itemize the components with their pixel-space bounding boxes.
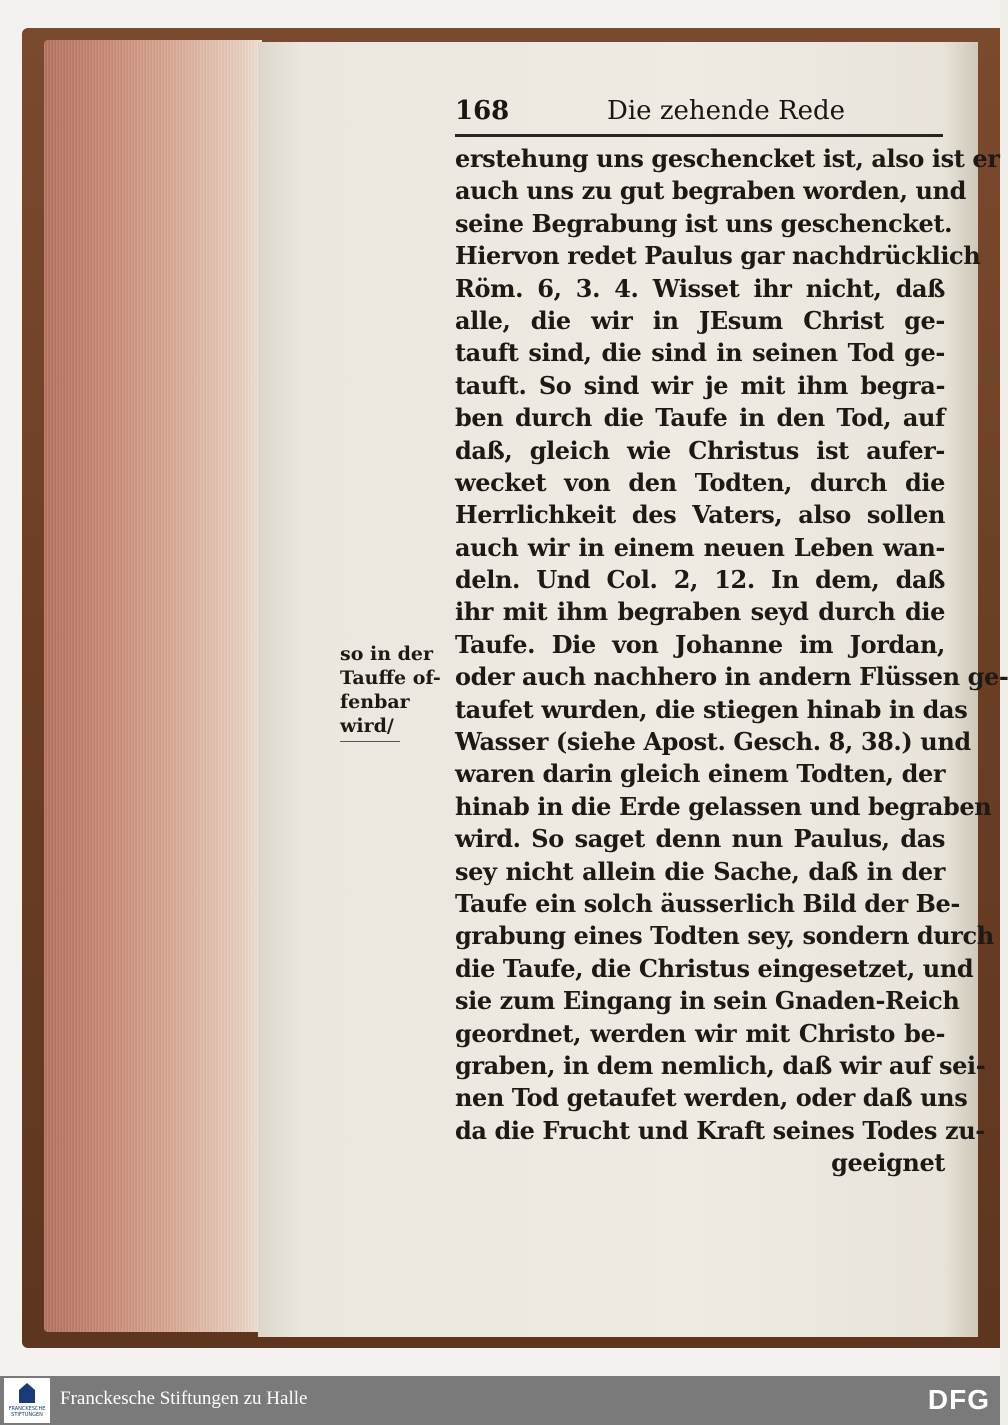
logo-text-line: FRANCKESCHE bbox=[8, 1406, 46, 1412]
text-line: grabung eines Todten sey, sondern durch bbox=[455, 921, 994, 951]
text-line: ihr mit ihm begraben seyd durch die bbox=[455, 597, 945, 627]
margin-note-line: fenbar bbox=[340, 691, 410, 713]
catchword: geeignet bbox=[831, 1148, 945, 1178]
institution-name: Franckesche Stiftungen zu Halle bbox=[60, 1388, 308, 1409]
text-line: daß, gleich wie Christus ist aufer- bbox=[455, 435, 945, 465]
body-text bbox=[455, 143, 1008, 1180]
building-icon bbox=[19, 1383, 35, 1403]
text-line: erstehung uns geschencket ist, also ist er bbox=[455, 144, 1000, 173]
logo-text bbox=[4, 1406, 50, 1418]
text-line: seine Begrabung ist uns geschencket. bbox=[455, 208, 953, 238]
text-line: nen Tod getaufet werden, oder daß uns bbox=[455, 1083, 968, 1113]
text-line: Röm. 6, 3. 4. Wisset ihr nicht, daß bbox=[455, 273, 945, 303]
text-line: wird. So saget denn nun Paulus, das bbox=[455, 824, 945, 854]
text-line: Hiervon redet Paulus gar nachdrücklich bbox=[455, 241, 981, 271]
header-rule bbox=[455, 134, 943, 137]
page-edges bbox=[44, 40, 262, 1332]
margin-note-line: wird/ bbox=[340, 715, 394, 737]
text-line: sey nicht allein die Sache, daß in der bbox=[455, 856, 945, 886]
page-number: 168 bbox=[455, 96, 510, 126]
margin-note-line: so in der bbox=[340, 643, 434, 665]
dfg-logo[interactable]: DFG bbox=[927, 1384, 990, 1415]
text-line: Taufe. Die von Johanne im Jordan, bbox=[455, 629, 945, 659]
margin-note bbox=[340, 642, 452, 738]
margin-note-rule bbox=[340, 741, 400, 742]
page-header bbox=[455, 96, 945, 132]
text-line: alle, die wir in JEsum Christ ge- bbox=[455, 305, 945, 335]
text-line: geordnet, werden wir mit Christo be- bbox=[455, 1018, 945, 1048]
institution-logo[interactable] bbox=[4, 1378, 50, 1423]
margin-note-line: Tauffe of- bbox=[340, 667, 441, 689]
text-line: waren darin gleich einem Todten, der bbox=[455, 759, 946, 789]
text-line: ben durch die Taufe in den Tod, auf bbox=[455, 403, 945, 433]
text-line: deln. Und Col. 2, 12. In dem, daß bbox=[455, 565, 945, 595]
text-line: Herrlichkeit des Vaters, also sollen bbox=[455, 500, 945, 530]
text-line: da die Frucht und Kraft seines Todes zu- bbox=[455, 1115, 985, 1145]
text-line: taufet wurden, die stiegen hinab in das bbox=[455, 694, 968, 724]
text-line: tauft sind, die sind in seinen Tod ge- bbox=[455, 338, 945, 368]
running-head: Die zehende Rede bbox=[607, 96, 846, 126]
text-line: sie zum Eingang in sein Gnaden-Reich bbox=[455, 986, 960, 1016]
text-line: auch wir in einem neuen Leben wan- bbox=[455, 532, 945, 562]
text-line: hinab in die Erde gelassen und begraben bbox=[455, 791, 992, 821]
text-line: Wasser (siehe Apost. Gesch. 8, 38.) und bbox=[455, 727, 971, 757]
text-line: tauft. So sind wir je mit ihm begra- bbox=[455, 370, 945, 400]
text-line: wecket von den Todten, durch die bbox=[455, 467, 945, 497]
footer-bar bbox=[0, 1376, 1000, 1425]
text-line: auch uns zu gut begraben worden, und bbox=[455, 176, 966, 206]
text-line: graben, in dem nemlich, daß wir auf sei- bbox=[455, 1050, 986, 1080]
text-line: Taufe ein solch äusserlich Bild der Be- bbox=[455, 888, 960, 918]
text-line: oder auch nachhero in andern Flüssen ge- bbox=[455, 662, 1008, 692]
text-line: die Taufe, die Christus eingesetzet, und bbox=[455, 953, 974, 983]
logo-text-line: STIFTUNGEN bbox=[11, 1412, 43, 1418]
